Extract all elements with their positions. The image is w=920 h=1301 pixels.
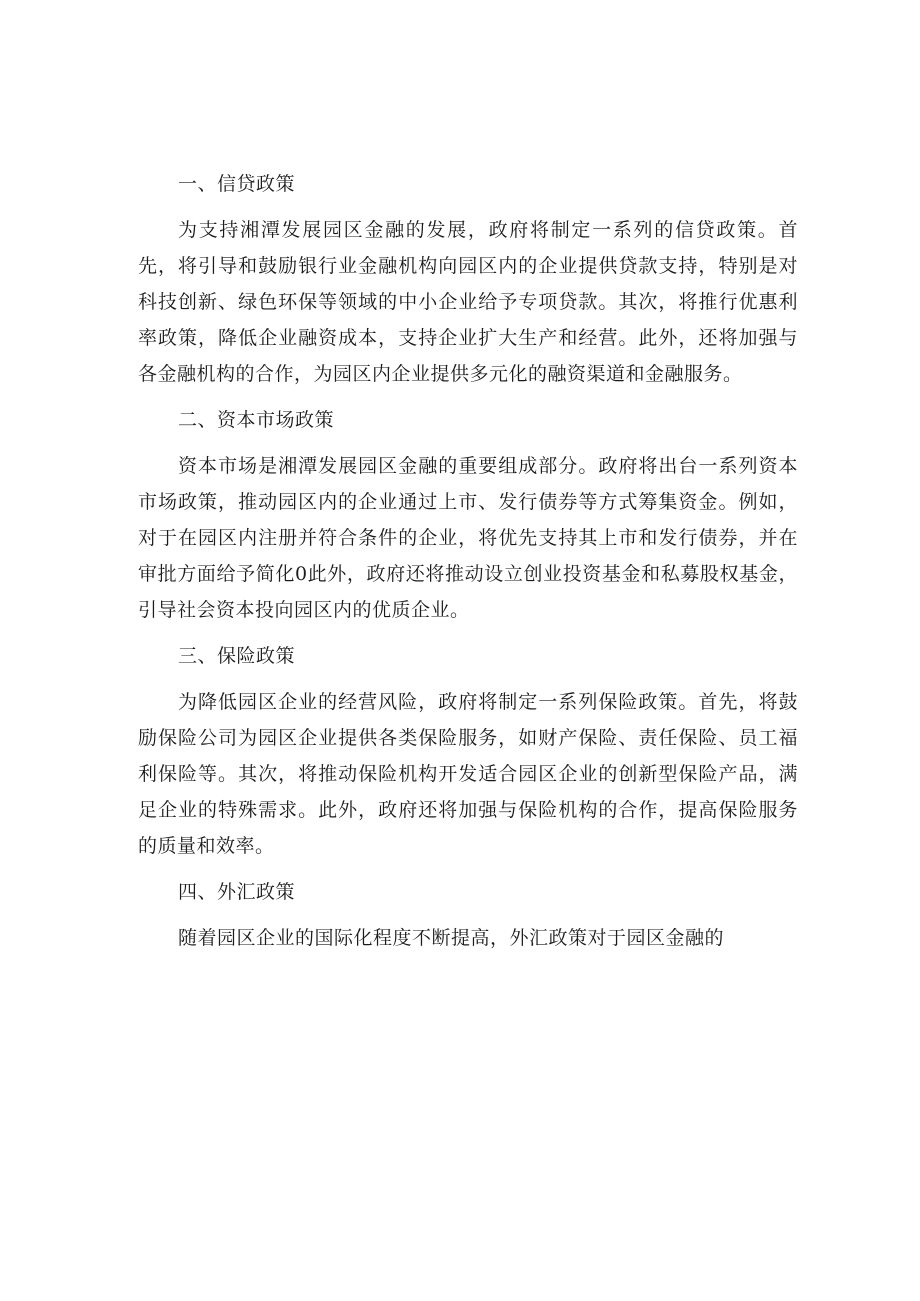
section-paragraph: 随着园区企业的国际化程度不断提高，外汇政策对于园区金融的 — [178, 927, 725, 949]
section-insurance-policy — [138, 638, 798, 864]
document-body — [138, 166, 798, 966]
section-heading: 三、保险政策 — [178, 645, 296, 667]
section-capital-market-policy — [138, 402, 798, 628]
section-heading: 四、外汇政策 — [178, 881, 296, 903]
section-heading: 二、资本市场政策 — [178, 409, 335, 431]
section-credit-policy — [138, 166, 798, 392]
section-paragraph: 为降低园区企业的经营风险，政府将制定一系列保险政策。首先，将鼓励保险公司为园区企业提供各类保险服务，如财产保险、责任保险、员工福利保险等。其次，将推动保险机构开发适合园区企业的创新型保险产品，满足企业的特殊需求。此外，政府还将加强与保险机构的合作，提高保险服务的质量和效率。 — [138, 691, 798, 857]
section-heading: 一、信贷政策 — [178, 173, 296, 195]
section-forex-policy — [138, 874, 798, 956]
section-paragraph: 为支持湘潭发展园区金融的发展，政府将制定一系列的信贷政策。首先，将引导和鼓励银行业金融机构向园区内的企业提供贷款支持，特别是对科技创新、绿色环保等领域的中小企业给予专项贷款。其次，将推行优惠利率政策，降低企业融资成本，支持企业扩大生产和经营。此外，还将加强与各金融机构的合作，为园区内企业提供多元化的融资渠道和金融服务。 — [138, 219, 798, 385]
section-paragraph: 资本市场是湘潭发展园区金融的重要组成部分。政府将出台一系列资本市场政策，推动园区内的企业通过上市、发行债券等方式筹集资金。例如，对于在园区内注册并符合条件的企业，将优先支持其上市和发行债券，并在审批方面给予简化0此外，政府还将推动设立创业投资基金和私募股权基金，引导社会资本投向园区内的优质企业。 — [138, 455, 798, 621]
